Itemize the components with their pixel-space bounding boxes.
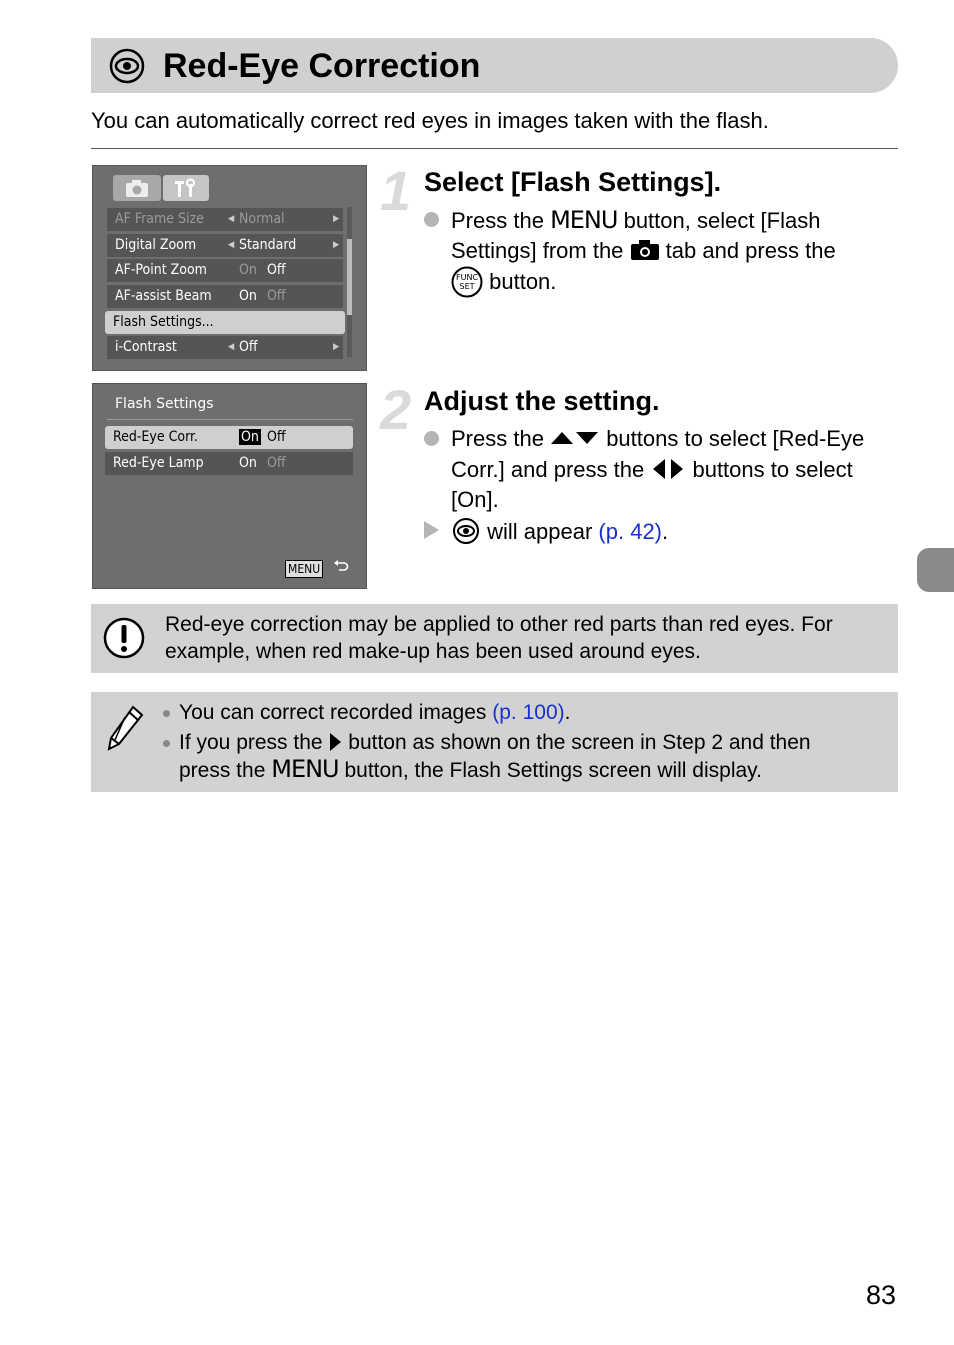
- menu-button-icon: MENU: [550, 206, 618, 234]
- bullet-icon: [424, 212, 439, 227]
- menu-row[interactable]: AF-Point Zoom On Off: [107, 259, 343, 282]
- caution-note: Red-eye correction may be applied to other red parts than red eyes. For example, when red make-up has been used around eyes.: [91, 604, 898, 673]
- red-eye-icon: [109, 48, 145, 84]
- tools-icon: [163, 175, 209, 201]
- chapter-tab: [917, 548, 954, 592]
- bullet-icon: [163, 740, 170, 747]
- camera-screen-menu: [92, 165, 367, 371]
- page-title: Red-Eye Correction: [163, 47, 481, 85]
- divider: [91, 148, 898, 149]
- step-title: Adjust the setting.: [424, 386, 660, 416]
- scroll-thumb: [347, 239, 352, 315]
- red-eye-icon: [451, 518, 481, 544]
- right-arrow-icon: ▶: [333, 240, 340, 250]
- step-number: 1: [380, 159, 412, 222]
- left-arrow-icon: ◀: [228, 240, 235, 250]
- return-icon: [333, 558, 349, 574]
- step-number: 2: [380, 378, 412, 441]
- caution-icon: [103, 617, 145, 659]
- page-number: 83: [866, 1280, 897, 1310]
- svg-text:FUNC: FUNC: [455, 273, 479, 282]
- pencil-icon: [105, 704, 145, 752]
- menu-button-badge: MENU: [285, 560, 323, 578]
- menu-row[interactable]: Red-Eye Lamp On Off: [105, 452, 353, 475]
- menu-row-selected[interactable]: Red-Eye Corr. On Off: [105, 426, 353, 449]
- setup-tab: [163, 175, 209, 201]
- scrollbar: [347, 207, 352, 357]
- divider: [107, 419, 353, 420]
- right-arrow-icon: [328, 732, 342, 752]
- left-arrow-icon: ◀: [228, 214, 235, 224]
- menu-row[interactable]: AF-assist Beam On Off: [107, 285, 343, 308]
- screen-heading: Flash Settings: [115, 396, 214, 412]
- result-arrow-icon: [424, 521, 439, 539]
- shooting-tab: [113, 175, 161, 201]
- step-title: Select [Flash Settings].: [424, 167, 722, 197]
- right-arrow-icon: ▶: [333, 214, 340, 224]
- memo-note: You can correct recorded images (p. 100). If you press the button as shown on the screen in Step 2 and then press the MENU button, the Flash Settings screen will display.: [91, 692, 898, 792]
- menu-row[interactable]: AF Frame Size ◀ Normal ▶: [107, 208, 343, 231]
- menu-row[interactable]: Digital Zoom ◀ Standard ▶: [107, 234, 343, 257]
- step2-instructions: Press the buttons to select [Red-Eye Corr.] and press the buttons to select [On]. will appear (p. 42).: [424, 424, 904, 549]
- func-set-icon: [451, 266, 483, 298]
- up-down-arrows-icon: [550, 430, 600, 446]
- bullet-icon: [163, 710, 170, 717]
- menu-row[interactable]: i-Contrast ◀ Off ▶: [107, 336, 343, 359]
- camera-icon: [630, 239, 660, 261]
- intro-text: You can automatically correct red eyes in images taken with the flash.: [91, 108, 769, 133]
- title-bar: [91, 38, 898, 93]
- bullet-icon: [424, 431, 439, 446]
- page-link[interactable]: (p. 42): [598, 519, 663, 544]
- left-arrow-icon: ◀: [228, 342, 235, 352]
- step1-instructions: Press the MENU button, select [Flash Settings] from the tab and press the FUNC SET button.: [424, 205, 904, 300]
- page-link[interactable]: (p. 100): [492, 701, 565, 724]
- camera-screen-flash-settings: [92, 383, 367, 589]
- right-arrow-icon: ▶: [333, 342, 340, 352]
- left-right-arrows-icon: [650, 458, 686, 480]
- menu-row-selected[interactable]: Flash Settings...: [105, 311, 345, 334]
- svg-text:SET: SET: [459, 282, 475, 291]
- menu-button-icon: MENU: [271, 755, 339, 783]
- camera-icon: [113, 175, 161, 201]
